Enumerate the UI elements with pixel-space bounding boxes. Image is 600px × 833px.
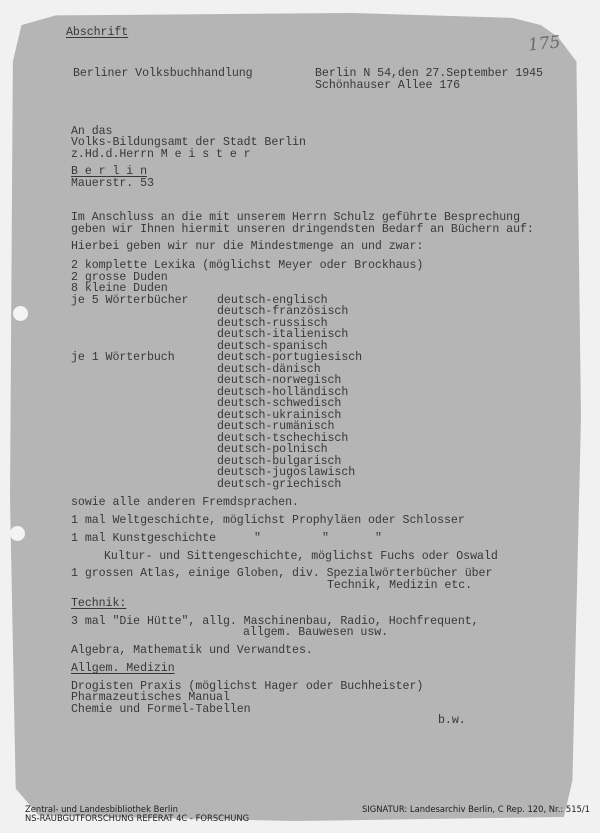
other-languages: sowie alle anderen Fremdsprachen. [71, 496, 299, 509]
intro-line: Im Anschluss an die mit unserem Herrn Schulz geführte Besprechung [71, 211, 520, 224]
list-item: 8 kleine Duden [71, 282, 168, 295]
ditto-mark: " [375, 532, 382, 545]
atlas-line: Technik, Medizin etc. [327, 579, 473, 592]
dictionary-item: deutsch-französisch [217, 305, 349, 318]
footer-department: NS-RAUBGUTFORSCHUNG REFERAT 4C - FORSCHUNG [25, 813, 250, 823]
medizin-item: Drogisten Praxis (möglichst Hager oder Buchheister) [71, 680, 424, 693]
technik-heading: Technik: [71, 597, 127, 610]
dictionary-item: deutsch-russisch [217, 317, 328, 330]
dictionary-item: deutsch-norwegisch [217, 374, 342, 387]
dictionary-item: deutsch-polnisch [217, 443, 328, 456]
list-item: 2 komplette Lexika (möglichst Meyer oder Brockhaus) [71, 259, 424, 272]
place-date: Berlin N 54,den 27.September 1945 [315, 67, 543, 80]
footer-signature: SIGNATUR: Landesarchiv Berlin, C Rep. 120, Nr.: 515/1 [362, 804, 590, 814]
medizin-heading: Allgem. Medizin [71, 662, 175, 675]
intro-line: geben wir Ihnen hiermit unseren dringendsten Bedarf an Büchern auf: [71, 223, 534, 236]
recipient-street: Mauerstr. 53 [71, 177, 154, 190]
technik-line: Algebra, Mathematik und Verwandtes. [71, 644, 313, 657]
ditto-mark: " [322, 532, 329, 545]
continued-mark: b.w. [438, 714, 466, 727]
dictionaries-1-label: je 1 Wörterbuch [71, 351, 175, 364]
ditto-mark: " [254, 532, 261, 545]
dictionary-item: deutsch-schwedisch [217, 397, 342, 410]
dictionary-item: deutsch-rumänisch [217, 420, 335, 433]
medizin-item: Pharmazeutisches Manual [71, 691, 230, 704]
world-history: 1 mal Weltgeschichte, möglichst Prophyläen oder Schlosser [71, 514, 465, 527]
footer-library: Zentral- und Landesbibliothek Berlin [25, 804, 178, 814]
dictionary-item: deutsch-jugoslawisch [217, 466, 356, 479]
dictionary-item: deutsch-portugiesisch [217, 351, 363, 364]
dictionary-item: deutsch-bulgarisch [217, 455, 342, 468]
recipient-line: Volks-Bildungsamt der Stadt Berlin [71, 136, 306, 149]
dictionary-item: deutsch-dänisch [217, 363, 321, 376]
culture-history: Kultur- und Sittengeschichte, möglichst Fuchs oder Oswald [104, 550, 498, 563]
dictionary-item: deutsch-italienisch [217, 328, 349, 341]
sender-address: Schönhauser Allee 176 [315, 79, 461, 92]
dictionary-item: deutsch-tschechisch [217, 432, 349, 445]
recipient-line: An das [71, 125, 113, 138]
folio-number: 175 [527, 32, 562, 56]
medizin-item: Chemie und Formel-Tabellen [71, 703, 251, 716]
technik-line: allgem. Bauwesen usw. [243, 626, 389, 639]
technik-line: 3 mal "Die Hütte", allg. Maschinenbau, Radio, Hochfrequent, [71, 615, 479, 628]
atlas-line: 1 grossen Atlas, einige Globen, div. Spezialwörterbücher über [71, 567, 493, 580]
recipient-line: z.Hd.d.Herrn M e i s t e r [71, 148, 251, 161]
document-label: Abschrift [66, 26, 129, 39]
dictionary-item: deutsch-holländisch [217, 386, 349, 399]
recipient-city: B e r l i n [71, 165, 147, 178]
dictionary-item: deutsch-griechisch [217, 478, 342, 491]
punch-hole [13, 306, 28, 321]
dictionary-item: deutsch-ukrainisch [217, 409, 342, 422]
dictionaries-5-label: je 5 Wörterbücher [71, 294, 189, 307]
art-history: 1 mal Kunstgeschichte [71, 532, 217, 545]
punch-hole [10, 526, 25, 541]
dictionary-item: deutsch-englisch [217, 294, 328, 307]
dictionary-item: deutsch-spanisch [217, 340, 328, 353]
intro-line: Hierbei geben wir nur die Mindestmenge an und zwar: [71, 240, 424, 253]
sender-name: Berliner Volksbuchhandlung [73, 67, 253, 80]
list-item: 2 grosse Duden [71, 271, 168, 284]
